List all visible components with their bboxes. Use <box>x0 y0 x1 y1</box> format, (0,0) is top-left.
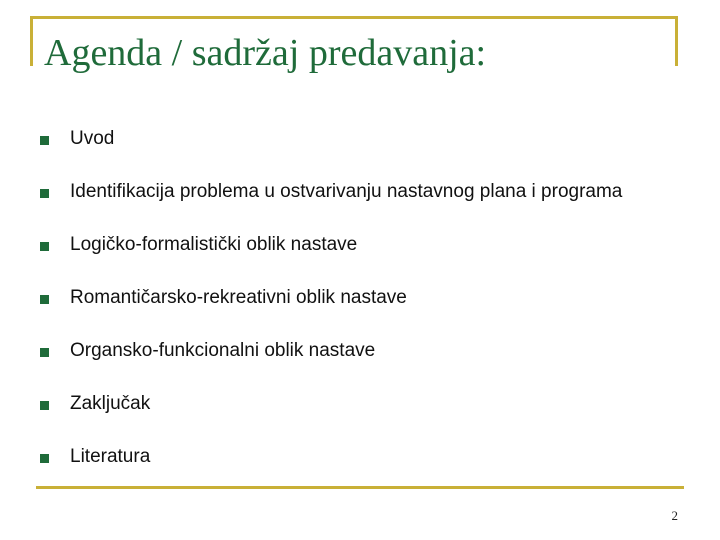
agenda-item-organsko <box>40 334 680 387</box>
agenda-list <box>40 122 680 493</box>
footer-rule <box>36 486 684 489</box>
square-bullet-icon <box>40 401 49 410</box>
agenda-item-identifikacija <box>40 175 680 228</box>
agenda-item-label: Zaključak <box>70 393 151 414</box>
title-frame-right-rule <box>675 16 678 66</box>
title-frame-top-rule <box>30 16 678 19</box>
agenda-item-zakljucak <box>40 387 680 440</box>
slide-title: Agenda / sadržaj predavanja: <box>44 32 487 74</box>
agenda-item-label: Organsko-funkcionalni oblik nastave <box>70 340 376 361</box>
square-bullet-icon <box>40 295 49 304</box>
title-frame-left-rule <box>30 16 33 66</box>
agenda-item-uvod <box>40 122 680 175</box>
agenda-item-label: Logičko-formalistički oblik nastave <box>70 234 358 255</box>
agenda-item-label: Uvod <box>70 128 115 149</box>
square-bullet-icon <box>40 348 49 357</box>
square-bullet-icon <box>40 136 49 145</box>
square-bullet-icon <box>40 454 49 463</box>
square-bullet-icon <box>40 242 49 251</box>
square-bullet-icon <box>40 189 49 198</box>
agenda-item-romanticarsko <box>40 281 680 334</box>
agenda-item-logicko <box>40 228 680 281</box>
page-number: 2 <box>671 508 678 523</box>
agenda-item-label: Identifikacija problema u ostvarivanju nastavnog plana i programa <box>70 181 623 202</box>
agenda-item-label: Romantičarsko-rekreativni oblik nastave <box>70 287 407 308</box>
agenda-item-label: Literatura <box>70 446 151 467</box>
